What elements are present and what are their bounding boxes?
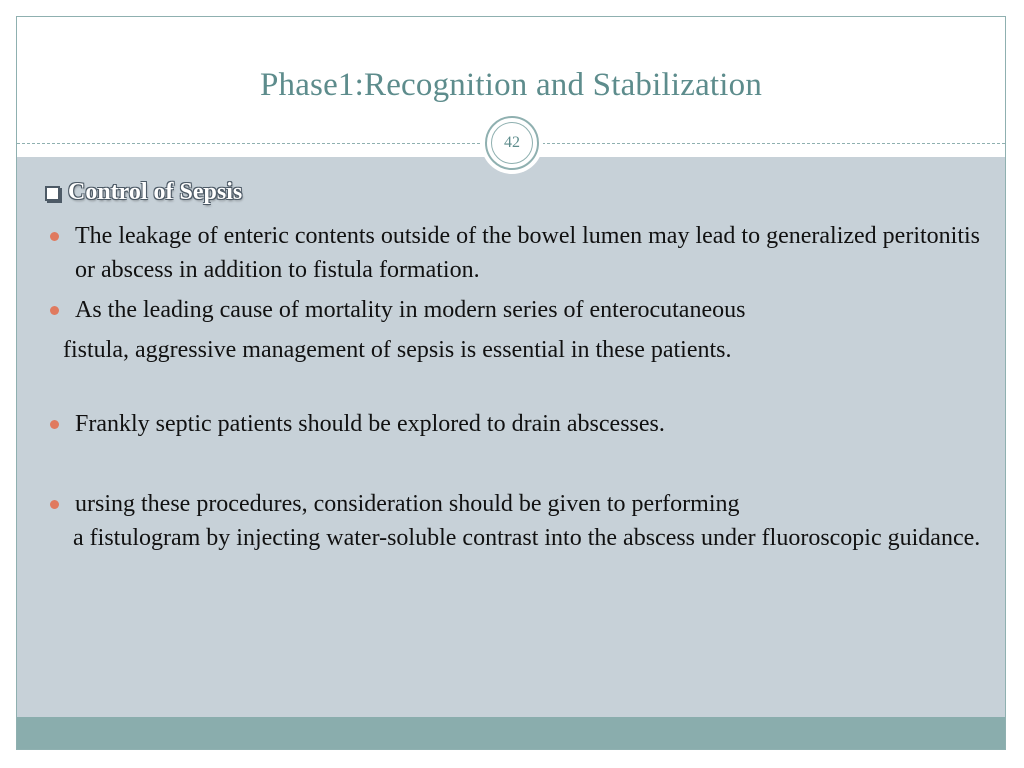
- bullet-continuation: a fistulogram by injecting water-soluble contrast into the abscess under fluoroscopic guidance.: [73, 525, 981, 551]
- bullet-dot-icon: [50, 232, 59, 241]
- bullet-text: The leakage of enteric contents outside of the bowel lumen may lead to generalized peritonitis or abscess in addition to fistula formation.: [75, 223, 981, 283]
- bullet-item: [45, 487, 995, 555]
- section-heading: [45, 179, 242, 206]
- bullet-dot-icon: [50, 420, 59, 429]
- bullet-dot-icon: [50, 500, 59, 509]
- checkbox-icon: [45, 186, 60, 201]
- bullet-item: [45, 219, 995, 287]
- bullet-item: [45, 407, 995, 441]
- bullet-text: ursing these procedures, consideration should be given to performing: [75, 491, 740, 517]
- slide-frame: [16, 16, 1006, 750]
- bullet-text: Frankly septic patients should be explored to drain abscesses.: [75, 411, 665, 437]
- section-heading-text: Control of Sepsis: [68, 179, 243, 205]
- page-number: 42: [491, 122, 533, 164]
- footer-band: [17, 717, 1005, 750]
- page-number-badge: [485, 116, 539, 170]
- slide-title: Phase1:Recognition and Stabilization: [259, 67, 763, 103]
- bullet-text: As the leading cause of mortality in modern series of enterocutaneous: [75, 297, 746, 323]
- bullet-dot-icon: [50, 306, 59, 315]
- bullet-item: [45, 293, 995, 367]
- bullet-list: [45, 219, 995, 555]
- bullet-continuation: fistula, aggressive management of sepsis is essential in these patients.: [63, 337, 732, 363]
